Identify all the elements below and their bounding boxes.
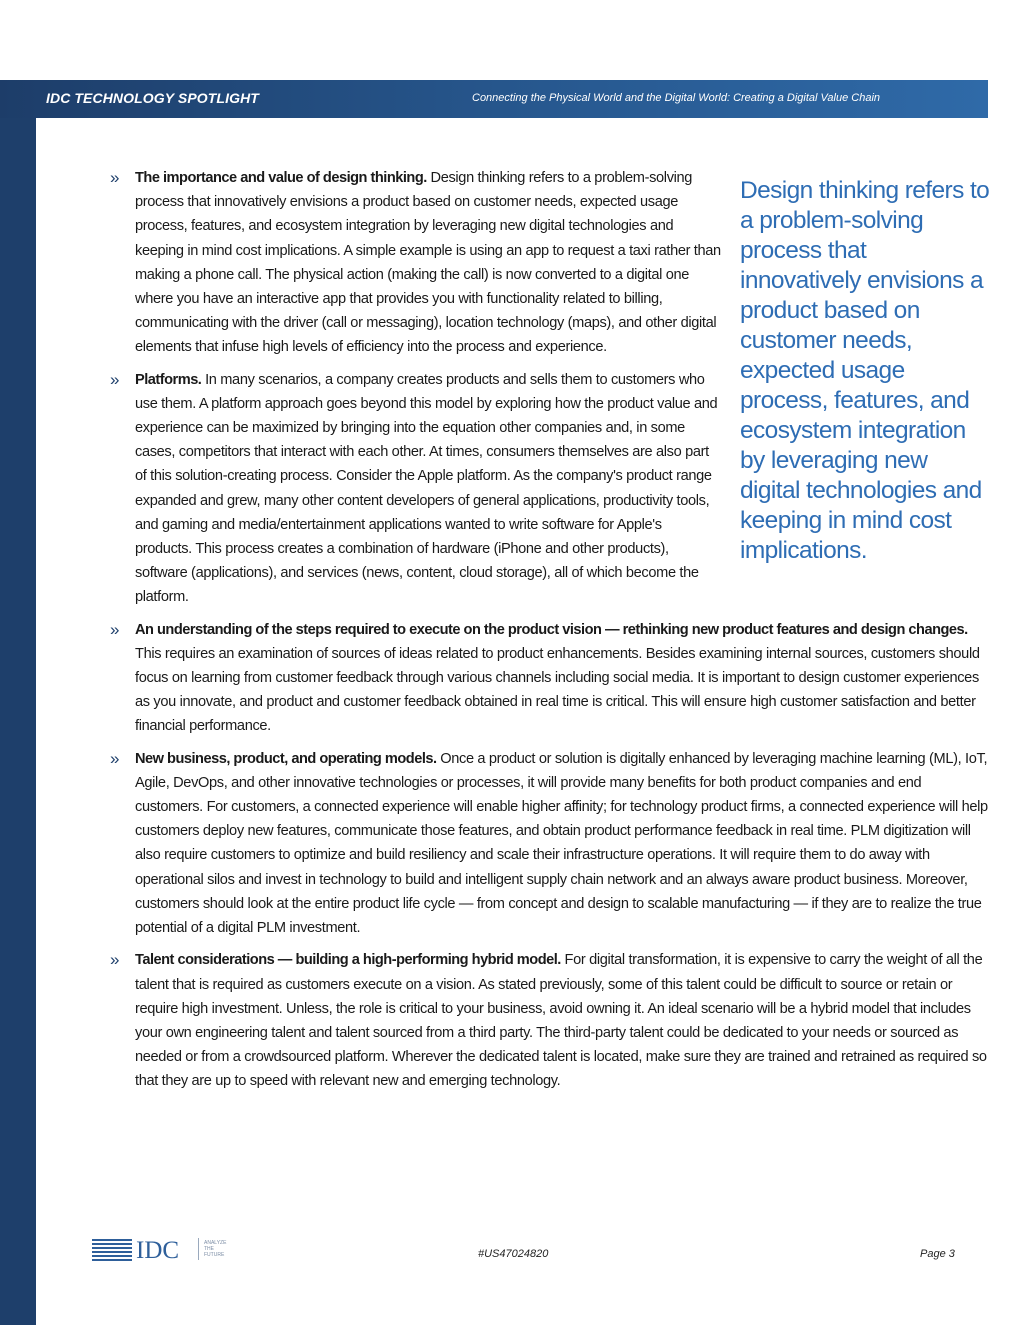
bullet-item-platforms: [110, 368, 990, 610]
idc-logo: [92, 1236, 242, 1262]
header-subtitle: Connecting the Physical World and the Digital World: Creating a Digital Value Chain: [472, 92, 881, 104]
bullet-marker-icon: »: [110, 950, 120, 970]
logo-tagline-line: FUTURE: [204, 1252, 225, 1258]
logo-tagline-line: ANALYZE: [204, 1240, 227, 1246]
logo-tagline-line: THE: [204, 1246, 214, 1252]
pullquote: Design thinking refers to a problem-solving process that innovatively envisions a product based on customer needs, expected usage process, features, and ecosystem integration by leveraging new digital technologies and keeping in mind cost implications.: [740, 177, 990, 564]
page-number: Page 3: [920, 1248, 955, 1260]
header-band: [0, 80, 988, 118]
bullet-heading: An understanding of the steps required to execute on the product vision — rethinking new product features and design changes.: [135, 621, 968, 638]
header-title: IDC TECHNOLOGY SPOTLIGHT: [46, 90, 259, 106]
bullet-text: Design thinking refers to a problem-solving process that innovatively envisions a product based on customer needs, expected usage process, features, and ecosystem integration by leveraging new digital technologies and keeping in mind cost implications. A simple example is using an app to request a taxi rather than making a phone call. The physical action (making the call) is now converted to a digital one where you have an interactive app that provides you with functionality related to billing, communicating with the driver (call or messaging), location technology (maps), and other digital elements that infuse high levels of efficiency into the process and experience.: [135, 170, 721, 356]
bullet-heading: Platforms.: [135, 371, 202, 388]
bullet-text: This requires an examination of sources of ideas related to product enhancements. Besides examining internal sources, customers should focus on learning from customer feedback through various channels including social media. It is important to design customer experiences as you innovate, and product and customer feedback obtained in real time is critical. This will ensure high customer satisfaction and better financial performance.: [135, 645, 980, 735]
bullet-marker-icon: »: [110, 619, 120, 639]
bullet-item-talent: [110, 948, 990, 1093]
bullet-item-operating-models: [110, 747, 990, 941]
bullet-marker-icon: »: [110, 168, 120, 187]
bullet-text: Once a product or solution is digitally enhanced by leveraging machine learning (ML), IoT, Agile, DevOps, and other innovative technologies or processes, it will provide many benefits for both product companies and end customers. For customers, a connected experience will enable higher affinity; for technology product firms, a connected experience will help customers deploy new features, communicate those features, and obtain product performance feedback in real time. PLM digitization will also require customers to optimize and build resiliency and scale their infrastructure operations. It will require them to do away with operational silos and invest in technology to build and intelligent supply chain network and an always aware product business. Moreover, customers should look at the entire product life cycle — from concept and design to scalable manufacturing — if they are to realize the true potential of a digital PLM investment.: [135, 750, 988, 937]
bullet-text: In many scenarios, a company creates products and sells them to customers who use them. A platform approach goes beyond this model by exploring how the product value and experience can be maximized by bringing into the equation other companies and, in some cases, competitors that interact with each other. At times, consumers themselves are also part of this solution-creating process. Consider the Apple platform. As the company's product range expanded and grew, many other content developers of general applications, productivity tools, and gaming and media/entertainment applications wanted to write software for Apple's products. This process creates a combination of hardware (iPhone and other products), software (applications), and services (news, content, cloud storage), all of which become the platform.: [135, 371, 718, 606]
bullet-heading: Talent considerations — building a high-performing hybrid model.: [135, 952, 561, 969]
bullet-heading: The importance and value of design thinking.: [135, 170, 427, 186]
left-accent-bar: [0, 80, 36, 1325]
document-id: #US47024820: [478, 1248, 549, 1260]
idc-logo-text: IDC: [136, 1237, 180, 1262]
bullet-marker-icon: »: [110, 369, 120, 389]
globe-icon: [92, 1239, 132, 1261]
main-content: [110, 166, 990, 1102]
bullet-heading: New business, product, and operating models.: [135, 750, 437, 767]
bullet-marker-icon: »: [110, 748, 120, 768]
bullet-item-product-vision: [110, 618, 990, 739]
bullet-text: For digital transformation, it is expensive to carry the weight of all the talent that is required as customers execute on a vision. As stated previously, some of this talent could be difficult to source or retain or require high investment. Unless, the role is critical to your business, avoid owning it. An ideal scenario will be a hybrid model that includes your own engineering talent and talent sourced from a third party. The third-party talent could be dedicated to your needs or sourced as needed or from a crowdsourced platform. Wherever the dedicated talent is located, make sure they are trained and retrained as required so that they are up to speed with relevant new and emerging technology.: [135, 952, 987, 1090]
